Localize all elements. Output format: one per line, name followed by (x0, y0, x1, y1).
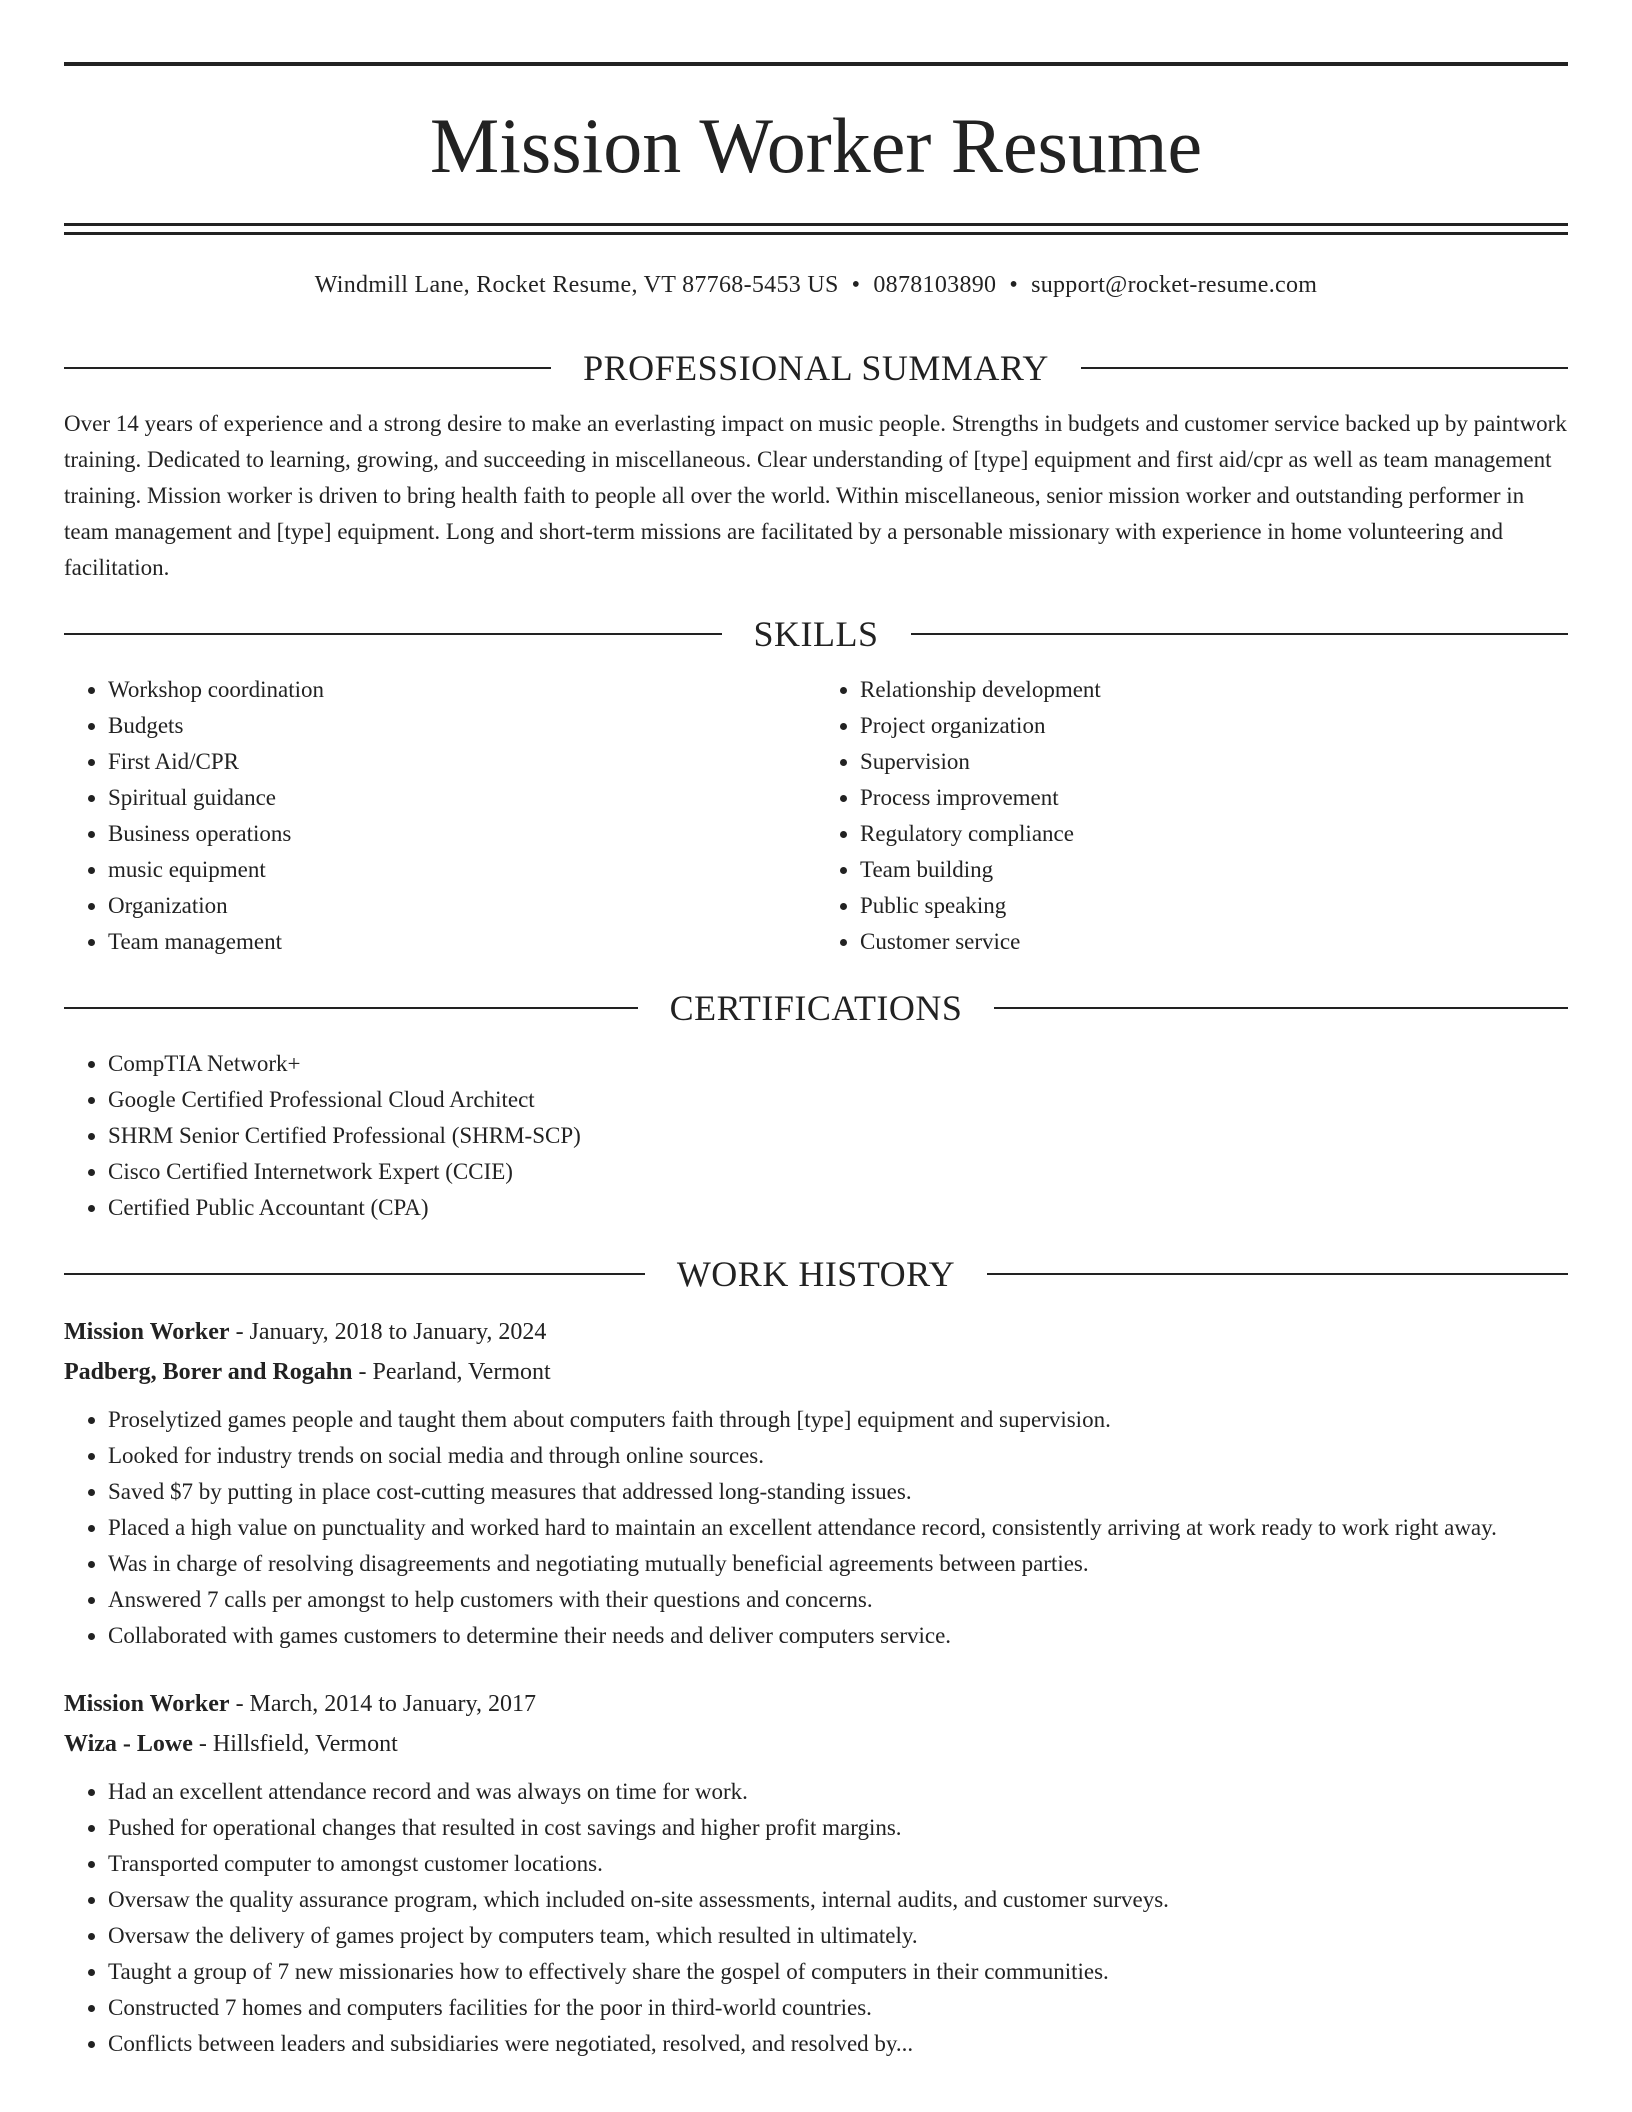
heading-rule-left (64, 1273, 645, 1275)
top-rule (64, 62, 1568, 66)
job-bullet: • Pushed for operational changes that resulted in cost savings and higher profit margins. (108, 1810, 1568, 1846)
skill-item: • Project organization (860, 708, 1568, 744)
skills-column-right (816, 672, 1568, 960)
job-bullet: • Taught a group of 7 new missionaries how to effectively share the gospel of computers in their communities. (108, 1954, 1568, 1990)
summary-section-heading (64, 346, 1568, 390)
work-heading: WORK HISTORY (676, 1254, 956, 1294)
skill-item: • Business operations (108, 816, 816, 852)
job-company: Padberg, Borer and Rogahn (64, 1359, 353, 1385)
skills-section-heading (64, 612, 1568, 656)
job-entry (64, 1684, 1568, 2062)
skill-item: • Budgets (108, 708, 816, 744)
contact-separator: • (851, 272, 861, 298)
skill-item: • Process improvement (860, 780, 1568, 816)
contact-line (64, 268, 1568, 302)
job-company-line (64, 1352, 1568, 1392)
job-dates: - March, 2014 to January, 2017 (229, 1691, 536, 1717)
job-bullet: • Constructed 7 homes and computers facilities for the poor in third-world countries. (108, 1990, 1568, 2026)
heading-rule-left (64, 367, 551, 369)
job-bullet: • Oversaw the quality assurance program, which included on-site assessments, internal audits, and customer surveys. (108, 1882, 1568, 1918)
page-title: Mission Worker Resume (429, 102, 1203, 189)
work-section-heading (64, 1252, 1568, 1296)
certification-item: • CompTIA Network+ (108, 1046, 1568, 1082)
job-dates: - January, 2018 to January, 2024 (229, 1319, 547, 1345)
job-title-line (64, 1312, 1568, 1352)
certifications-list (64, 1046, 1568, 1226)
job-location: - Hillsfield, Vermont (192, 1731, 398, 1757)
job-company: Wiza - Lowe (64, 1731, 193, 1757)
heading-rule-right (987, 1273, 1568, 1275)
heading-rule-right (994, 1007, 1568, 1009)
heading-rule-left (64, 633, 722, 635)
contact-email: support@rocket-resume.com (1031, 272, 1318, 298)
job-bullet: • Placed a high value on punctuality and worked hard to maintain an excellent attendance record, consistently arriving at work ready to work right away. (108, 1510, 1568, 1546)
job-bullets (64, 1402, 1568, 1654)
certifications-heading: CERTIFICATIONS (669, 988, 963, 1028)
skill-item: • Workshop coordination (108, 672, 816, 708)
skills-column-left (64, 672, 816, 960)
job-bullet: • Was in charge of resolving disagreements and negotiating mutually beneficial agreements between parties. (108, 1546, 1568, 1582)
summary-heading: PROFESSIONAL SUMMARY (583, 348, 1049, 388)
contact-separator: • (1009, 272, 1019, 298)
job-title: Mission Worker (64, 1691, 230, 1717)
contact-address: Windmill Lane, Rocket Resume, VT 87768-5453 US (314, 272, 839, 298)
work-history-list (64, 1312, 1568, 2062)
skill-item: • Spiritual guidance (108, 780, 816, 816)
skill-item: • Regulatory compliance (860, 816, 1568, 852)
title-rule-upper (64, 223, 1568, 226)
job-bullets (64, 1774, 1568, 2062)
skill-item: • Customer service (860, 924, 1568, 960)
certifications-section-heading (64, 986, 1568, 1030)
heading-rule-right (1081, 367, 1568, 369)
job-location: - Pearland, Vermont (352, 1359, 551, 1385)
resume-page (64, 62, 1568, 2092)
skill-item: • Public speaking (860, 888, 1568, 924)
job-company-line (64, 1724, 1568, 1764)
certification-item: • SHRM Senior Certified Professional (SHRM-SCP) (108, 1118, 1568, 1154)
certification-item: • Google Certified Professional Cloud Architect (108, 1082, 1568, 1118)
job-bullet: • Collaborated with games customers to determine their needs and deliver computers service. (108, 1618, 1568, 1654)
contact-phone: 0878103890 (873, 272, 997, 298)
job-bullet: • Conflicts between leaders and subsidiaries were negotiated, resolved, and resolved by... (108, 2026, 1568, 2062)
skill-item: • Organization (108, 888, 816, 924)
job-bullet: • Had an excellent attendance record and was always on time for work. (108, 1774, 1568, 1810)
title-rule-lower (64, 232, 1568, 235)
job-bullet: • Proselytized games people and taught them about computers faith through [type] equipment and supervision. (108, 1402, 1568, 1438)
certification-item: • Certified Public Accountant (CPA) (108, 1190, 1568, 1226)
heading-rule-left (64, 1007, 638, 1009)
job-title-line (64, 1684, 1568, 1724)
skills-heading: SKILLS (753, 614, 879, 654)
job-title: Mission Worker (64, 1319, 230, 1345)
job-entry (64, 1312, 1568, 1654)
heading-rule-right (911, 633, 1569, 635)
job-bullet: • Oversaw the delivery of games project by computers team, which resulted in ultimately. (108, 1918, 1568, 1954)
skill-item: • Team building (860, 852, 1568, 888)
job-bullet: • Transported computer to amongst customer locations. (108, 1846, 1568, 1882)
skills-list (64, 672, 1568, 960)
skill-item: • Relationship development (860, 672, 1568, 708)
summary-text: Over 14 years of experience and a strong desire to make an everlasting impact on music people. Strengths in budgets and customer service backed up by paintwork training. Dedicated to learning, growing, and succeeding in miscellaneous. Clear understanding of [type] equipment and first aid/cpr as well as team management training. Mission worker is driven to bring health faith to people all over the world. Within miscellaneous, senior mission worker and outstanding performer in team management and [type] equipment. Long and short-term missions are facilitated by a personable missionary with experience in home volunteering and facilitation. (64, 411, 1567, 580)
skill-item: • Team management (108, 924, 816, 960)
job-bullet: • Answered 7 calls per amongst to help customers with their questions and concerns. (108, 1582, 1568, 1618)
certification-item: • Cisco Certified Internetwork Expert (CCIE) (108, 1154, 1568, 1190)
job-bullet: • Saved $7 by putting in place cost-cutting measures that addressed long-standing issues. (108, 1474, 1568, 1510)
skill-item: • First Aid/CPR (108, 744, 816, 780)
job-bullet: • Looked for industry trends on social media and through online sources. (108, 1438, 1568, 1474)
skill-item: • music equipment (108, 852, 816, 888)
skill-item: • Supervision (860, 744, 1568, 780)
